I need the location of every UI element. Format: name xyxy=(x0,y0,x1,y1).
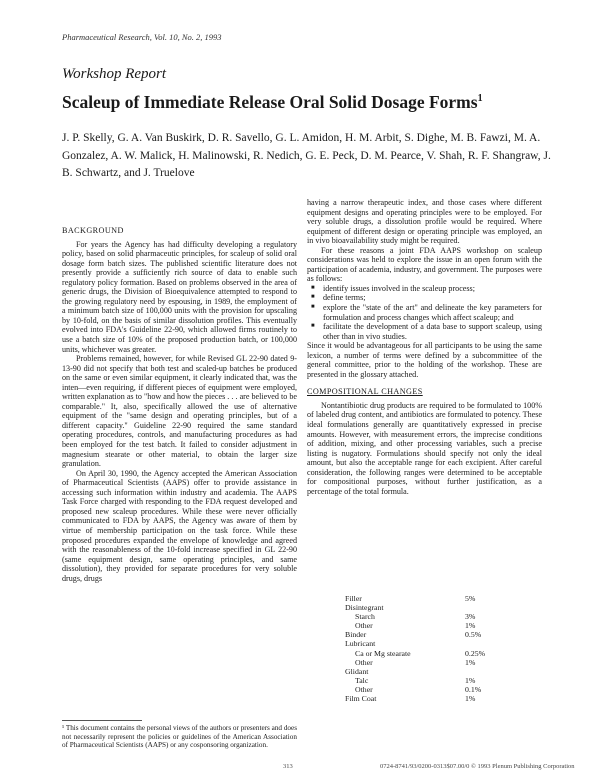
purposes-list xyxy=(307,284,542,341)
excipient-label: Film Coat xyxy=(345,694,377,704)
footnote-divider xyxy=(62,720,142,721)
paragraph: having a narrow therapeutic index, and those cases where different equipment designs and operating principles were to be employed. For very soluble drugs, a dissolution profile would be required. Where equipment of different design or operating principle was employed, an in vivo bioavailability study might be required. xyxy=(307,198,542,246)
table-row xyxy=(345,658,495,667)
list-item: ■ define terms; xyxy=(323,293,542,303)
excipient-label: Talc xyxy=(355,675,369,685)
paragraph: For years the Agency has had difficulty developing a regulatory policy, based on solid pharmaceutic principles, for scaleup of solid oral dosage form batch sizes. The published scientific literature does not presently provide a sufficiently rich source of data to enable such regulatory policy formation. Based on problems observed in the area of generic drugs, the Division of Bioequivalence attempted to respond to the growing regulatory need by espousing, in 1989, the employment of a minimum batch size of 100,000 units with the provision for upscaling by 10-fold, on the basis of similar dissolution profiles. This eventually evolved into FDA's Guideline 22-90, which allowed firms routinely to use a batch size of 10% of the proposed production batch, or 100,000 units, whichever was greater. xyxy=(62,239,297,354)
paper-title-text: Scaleup of Immediate Release Oral Solid Dosage Forms xyxy=(62,92,478,112)
page-number: 313 xyxy=(283,763,293,770)
paragraph: Problems remained, however, for while Revised GL 22-90 dated 9-13-90 did not specify that both test and scaled-up batches be produced on the same or even similar equipment, it clearly indicated that, was the inten—even requiring, if different pieces of equipment were employed, written explanation as to "how and how the pieces . . . are believed to be comparable." It, also, specifically allowed the use of alternative equipment of the "same design and operating principles, but of a different capacity." Guideline 22-90 required the same standard operating procedures, controls, and manufacturing procedures as had been employed for the test batch. It failed to consider adjustment in magnesium stearate or other material, to obtain the larger size granulation. xyxy=(62,354,297,469)
excipient-label: Other xyxy=(355,684,373,694)
table-row xyxy=(345,621,495,630)
paragraph: On April 30, 1990, the Agency accepted the American Association of Pharmaceutical Scientists (AAPS) offer to provide assistance in accessing such information within industry and academia. The AAPS Task Force charged with responding to the FDA request developed and proposed new scaleup procedures. While these were never officially communicated to FDA by AAPS, the Agency was aware of them by virtue of membership participation on the task force. While these proposed procedures expanded the envelope of knowledge and agreed with the reasonableness of the 10-fold increase specified in GL 22-90 (same equipment design, same operating principles, and same dissolution), they provided for separate procedures for very soluble drugs, drugs xyxy=(62,468,297,583)
list-item: ■ facilitate the development of a data base to support scaleup, using other than in vivo studies. xyxy=(323,322,542,341)
excipient-range xyxy=(465,639,495,648)
paper-title xyxy=(62,92,483,113)
excipient-label: Ca or Mg stearate xyxy=(355,648,411,658)
table-row xyxy=(345,649,495,658)
excipient-label: Other xyxy=(355,621,373,631)
excipient-range xyxy=(465,603,495,612)
table-row xyxy=(345,667,495,676)
excipient-label: Filler xyxy=(345,594,362,603)
list-item: ■ identify issues involved in the scaleup process; xyxy=(323,284,542,294)
paragraph: Since it would be advantageous for all participants to be using the same lexicon, a number of terms were defined by a subcommittee of the general committee, prior to the holding of the workshop. These are presented in the glossary attached. xyxy=(307,341,542,379)
excipient-label: Starch xyxy=(355,612,375,622)
excipient-range: 0.5% xyxy=(465,630,482,640)
title-footnote-mark: 1 xyxy=(477,93,483,105)
table-row xyxy=(345,694,495,703)
table-row xyxy=(345,676,495,685)
section-heading-background: BACKGROUND xyxy=(62,226,124,235)
excipient-label: Disintegrant xyxy=(345,603,384,613)
paragraph: For these reasons a joint FDA AAPS workshop on scaleup considerations was held to explore the issue in an open forum with the participation of academia, industry, and government. The purposes were as follows: xyxy=(307,245,542,284)
report-type: Workshop Report xyxy=(62,66,167,82)
running-head: Pharmaceutical Research, Vol. 10, No. 2, 1993 xyxy=(62,32,222,42)
table-row xyxy=(345,639,495,648)
table-row xyxy=(345,603,495,612)
excipient-label: Binder xyxy=(345,630,367,640)
excipient-range: 1% xyxy=(465,657,476,667)
paragraph: Nontantibiotic drug products are required to be formulated to 100% of labeled drug content, and antibiotics are formulated to potency. These ideal formulations generally are quantitatively expressed in precise amounts. However, with measurement errors, the imprecise conditions of addition, mixing, and other processing variables, such a precise listing is nugatory. Formulations should specify not only the ideal amount, but also the acceptable range for each excipient. After careful consideration, the following ranges were determined to be acceptable for compositional purposes, without further justification, as a percentage of the total formula. xyxy=(307,400,542,496)
excipient-range: 1% xyxy=(465,621,476,631)
excipient-range: 1% xyxy=(465,675,476,685)
table-row xyxy=(345,612,495,621)
author-list: J. P. Skelly, G. A. Van Buskirk, D. R. Savello, G. L. Amidon, H. M. Arbit, S. Dighe, M. B. Fawzi, M. A. Gonzalez, A. W. Malick, H. Malinowski, R. Nedich, G. E. Peck, D. M. Pearce, V. Shah, R. F. Shangraw, J. B. Schwartz, and J. Truelove xyxy=(62,132,551,179)
section-heading-compositional-changes: COMPOSITIONAL CHANGES xyxy=(307,387,423,397)
excipient-range-rows xyxy=(345,594,495,703)
list-item: ■ explore the "state of the art" and delineate the key parameters for formulation and process changes which affect scaleup; and xyxy=(323,303,542,322)
footnote: ¹ This document contains the personal views of the authors or presenters and does not necessarily represent the policies or guidelines of the American Association of Pharmaceutical Scientists (AAPS) or any cosponsoring organization. xyxy=(62,724,297,750)
table-row xyxy=(345,630,495,639)
excipient-range: 5% xyxy=(465,594,476,603)
column-left xyxy=(62,226,297,583)
excipient-range xyxy=(465,667,495,676)
table-row xyxy=(345,594,495,603)
excipient-range: 0.25% xyxy=(465,648,486,658)
column-right xyxy=(307,198,542,496)
excipient-range-table xyxy=(345,594,495,703)
copyright-line: 0724-8741/93/0200-0313$07.00/0 © 1993 Plenum Publishing Corporation xyxy=(380,763,575,770)
excipient-range: 3% xyxy=(465,612,476,622)
excipient-label: Other xyxy=(355,657,373,667)
excipient-label: Lubricant xyxy=(345,639,376,649)
excipient-range: 0.1% xyxy=(465,684,482,694)
excipient-label: Glidant xyxy=(345,666,369,676)
table-row xyxy=(345,685,495,694)
excipient-range: 1% xyxy=(465,694,476,704)
